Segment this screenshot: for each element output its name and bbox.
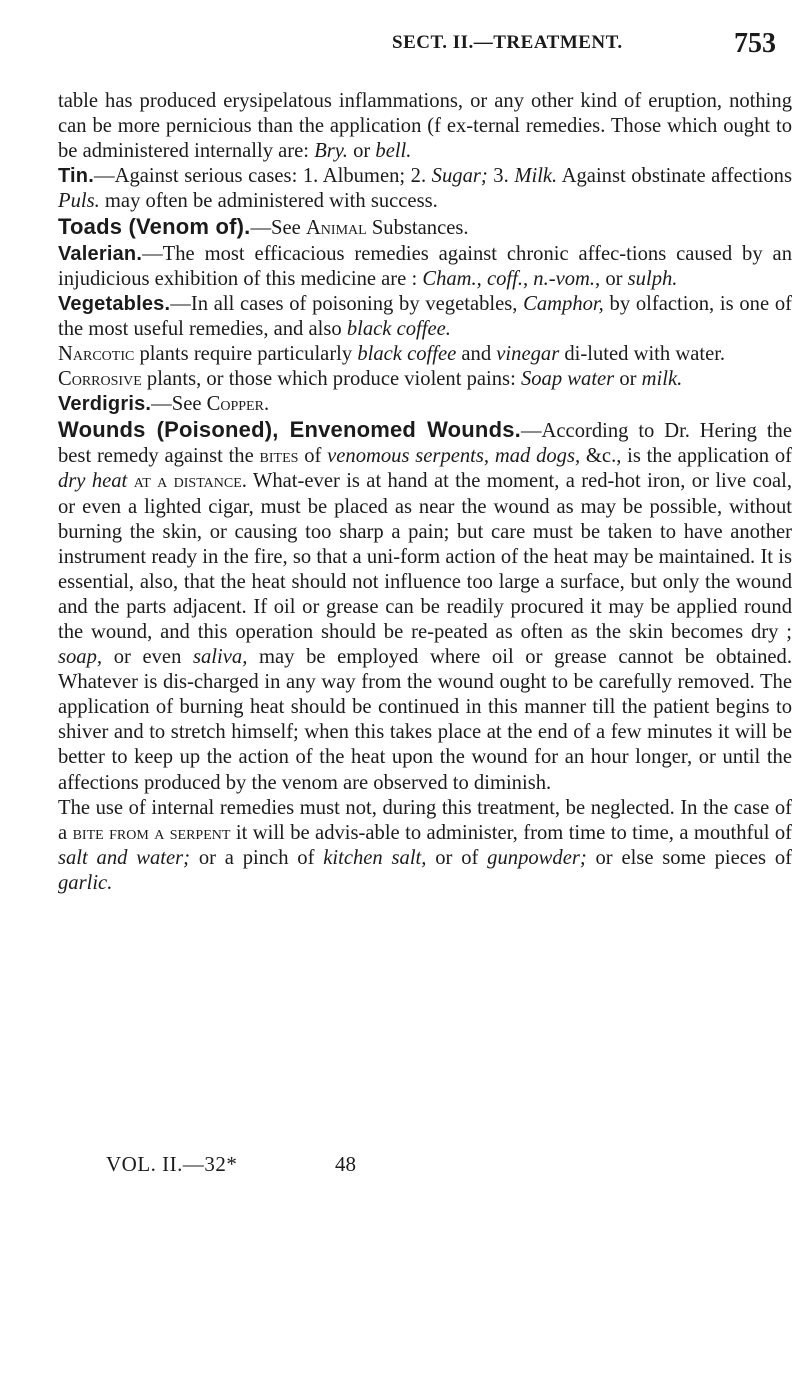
paragraph [58,392,792,417]
entry-headword: Tin. [58,165,94,188]
paragraph [58,164,792,214]
italic-term: Milk. [514,165,558,188]
text-run: or a pinch of [190,846,324,869]
italic-term: venomous serpents, mad dogs, [327,445,581,468]
italic-term: Camphor, [523,292,604,315]
italic-term: bell. [375,140,412,163]
text-run: &c., is the application of [580,445,793,468]
paragraph [58,89,792,164]
text-run: —See [250,217,306,240]
sheet-number: 48 [335,1152,356,1176]
paragraph [58,417,792,795]
entry-headword: Vegetables. [58,292,171,315]
italic-term: gunpowder; [487,846,587,869]
text-run: table has produced erysipelatous inflammations, or any other kind of eruption, nothing can be more pernicious than the application (f ex-ternal remedies. Those which ought to be administered internally are: [58,90,792,163]
page-footer [0,1152,800,1182]
italic-term: salt and water; [58,846,191,869]
paragraph [58,342,792,367]
text-run: —See [151,393,207,416]
italic-term: milk. [641,368,683,391]
text-run: —Against serious cases: 1. Albumen; 2. [94,165,432,188]
text-run: Against obstinate affections [557,165,792,188]
body-text [58,89,792,896]
italic-term: soap, [58,646,103,669]
paragraph [58,367,792,392]
text-run: 3. [487,165,515,188]
text-run: plants, or those which produce violent pains: [141,368,521,391]
small-caps-term: Narcotic [58,342,135,365]
italic-term: saliva, [193,646,248,669]
italic-term: Soap water [520,368,615,391]
volume-signature: VOL. II.—32* [106,1152,238,1176]
text-run: may often be administered with success. [99,190,438,213]
text-run: plants require particularly [134,342,358,365]
italic-term: Cham., coff., n.-vom., [422,267,601,290]
page-number: 753 [734,28,776,59]
small-caps-term: bite from a serpent [72,821,231,844]
small-caps-term: Animal [305,217,367,240]
text-run: or of [426,846,488,869]
text-run: and [456,342,497,365]
entry-headword: Verdigris. [58,393,152,416]
text-run: —The most efficacious remedies against chronic affec-tions caused by an injudicious exhibition of this medicine are : [58,242,792,290]
text-run: or else some pieces of [586,846,792,869]
italic-term: black coffee. [346,317,451,340]
italic-term: kitchen salt, [323,846,427,869]
italic-term: dry heat [58,470,128,493]
text-run: —In all cases of poisoning by vegetables, [170,292,524,315]
text-run: of [298,445,328,468]
paragraph [58,214,792,241]
text-run: may be employed where oil or grease cannot be obtained. Whatever is dis-charged in any way from the wound ought to be carefully removed. The application of burning heat should be continued in this manner till the patient begins to shiver and to stretch himself; when this takes place at the end of a few minutes it will be better to keep up the action of the heat upon the wound for an hour longer, or until the affections produced by the venom are observed to diminish. [58,646,792,794]
entry-headword: Valerian. [58,242,143,265]
italic-term: Sugar; [431,165,488,188]
italic-term: black coffee [357,342,457,365]
paragraph [58,292,792,342]
entry-headword: Toads (Venom of). [58,214,251,240]
italic-term: Bry. [314,140,348,163]
entry-headword: Wounds (Poisoned), Envenomed Wounds. [58,417,521,443]
text-run: or [600,267,628,290]
small-caps-term: at a distance. [133,470,247,493]
small-caps-term: Corrosive [58,368,142,391]
small-caps-term: bites [259,445,299,468]
text-run: di-luted with water. [559,342,726,365]
text-run: What-ever is at hand at the moment, a red-hot iron, or live coal, or even a lighted cigar, must be placed as near the wound as may be possible, without burning the skin, or causing too sharp a pain; but care must be taken to have another instrument ready in the fire, so that a uni-form action of the heat may be maintained. It is essential, also, that the heat should not influence too large a surface, but only the wound and the parts adjacent. If oil or grease can be readily procured it may be applied round the wound, and this operation should be re-peated as often as the skin becomes dry ; [58,470,793,643]
text-run: or even [102,646,193,669]
text-run: or [614,368,642,391]
text-run: it will be advis-able to administer, from time to time, a mouthful of [230,821,792,844]
small-caps-term: Copper. [206,393,270,416]
text-run: Substances. [366,217,469,240]
italic-term: Puls. [58,190,100,213]
text-run: —According to Dr. Hering the best remedy against the [58,420,792,468]
paragraph [58,796,792,896]
text-run: or [347,140,376,163]
italic-term: sulph. [627,267,678,290]
text-run: The use of internal remedies must not, during this treatment, be neglected. In the case of a [58,796,792,844]
italic-term: garlic. [58,871,113,894]
running-head: SECT. II.—TREATMENT. [392,32,623,53]
paragraph [58,242,792,292]
page-header [0,28,800,72]
text-run: by olfaction, is one of the most useful remedies, and also [58,292,792,340]
italic-term: vinegar [496,342,560,365]
